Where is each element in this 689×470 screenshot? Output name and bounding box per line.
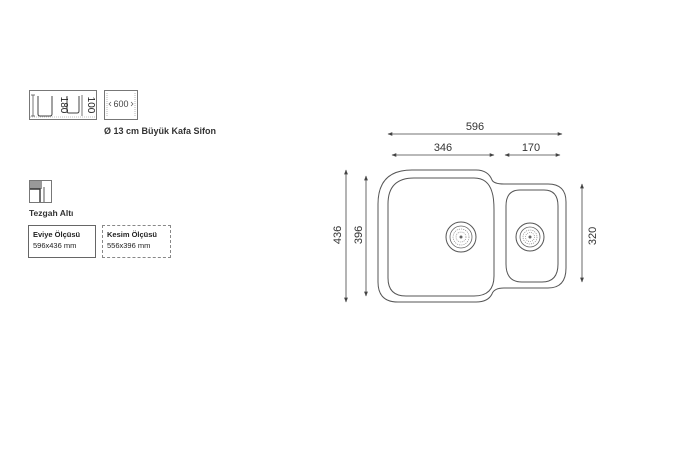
overall-width-label: 596 xyxy=(465,121,485,133)
dimension-side-bowl-width xyxy=(505,142,560,155)
cabinet-width-value: 600 xyxy=(113,99,129,109)
main-bowl-outline xyxy=(388,178,494,296)
overall-depth-label: 436 xyxy=(332,225,344,245)
dimension-main-bowl-width xyxy=(392,142,494,155)
cutout-size-value: 556x396 mm xyxy=(107,241,151,250)
side-bowl-depth-label: 320 xyxy=(587,226,599,246)
dimension-side-bowl-depth xyxy=(582,184,599,282)
dimension-main-bowl-depth xyxy=(353,176,366,296)
siphon-label: Ø 13 cm Büyük Kafa Sifon xyxy=(104,126,217,136)
sink-size-value: 596x436 mm xyxy=(33,241,77,250)
depth-secondary-value: 100 xyxy=(85,96,96,114)
side-drain-icon xyxy=(516,223,544,251)
main-drain-icon xyxy=(446,222,476,252)
depth-main-value: 180 xyxy=(58,96,69,114)
cutout-size-title: Kesim Ölçüsü xyxy=(107,230,158,239)
main-bowl-depth-label: 396 xyxy=(353,225,365,245)
side-bowl-width-label: 170 xyxy=(521,142,541,154)
dimension-overall-depth xyxy=(332,170,346,302)
mounting-type-label: Tezgah Altı xyxy=(29,208,74,218)
sink-size-title: Eviye Ölçüsü xyxy=(33,230,81,239)
main-bowl-width-label: 346 xyxy=(433,142,453,154)
side-bowl-outline xyxy=(506,190,558,282)
dimension-overall-width xyxy=(388,121,562,134)
